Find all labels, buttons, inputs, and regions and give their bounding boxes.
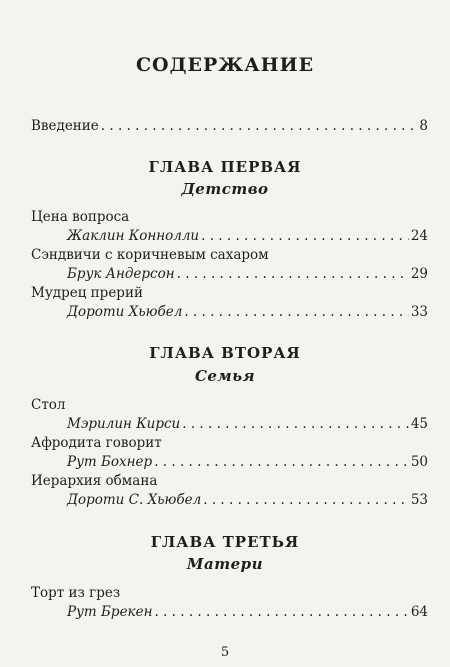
toc-entry-author: Жаклин Коннолли	[67, 228, 200, 244]
toc-entry-page: 50	[410, 454, 428, 470]
toc-entry-title: Иерархия обмана	[31, 473, 158, 489]
dot-leader	[155, 604, 409, 620]
chapter-1-heading: ГЛАВА ПЕРВАЯ	[148, 158, 302, 176]
chapter-3-subtitle: Матери	[186, 555, 264, 573]
dot-leader	[203, 492, 409, 508]
dot-leader	[184, 304, 408, 320]
toc-entry-row	[67, 228, 428, 244]
toc-entry-page: 64	[410, 604, 428, 620]
toc-entry-page: 53	[410, 492, 428, 508]
toc-entry-row	[67, 454, 428, 470]
toc-entry-row	[67, 416, 428, 432]
toc-entry-author: Рут Бохнер	[67, 454, 153, 470]
dot-leader	[201, 228, 409, 244]
toc-entry-page: 29	[410, 266, 428, 282]
toc-intro-label: Введение	[31, 118, 99, 134]
toc-entry-title: Мудрец прерий	[31, 285, 143, 301]
chapter-2-heading: ГЛАВА ВТОРАЯ	[149, 344, 301, 362]
dot-leader	[101, 118, 418, 134]
toc-entry-page: 33	[410, 304, 428, 320]
toc-entry-row	[67, 492, 428, 508]
chapter-1-subtitle: Детство	[181, 180, 269, 198]
toc-entry-page: 24	[410, 228, 428, 244]
toc-intro-row	[31, 118, 428, 134]
page-number: 5	[220, 645, 230, 660]
toc-entry-title: Торт из грез	[31, 585, 121, 601]
toc-entry-row	[67, 604, 428, 620]
chapter-3-heading: ГЛАВА ТРЕТЬЯ	[150, 533, 300, 551]
toc-entry-page: 45	[410, 416, 428, 432]
toc-entry-row	[67, 304, 428, 320]
toc-entry-title: Афродита говорит	[31, 435, 162, 451]
toc-entry-author: Мэрилин Кирси	[67, 416, 181, 432]
dot-leader	[177, 266, 409, 282]
toc-entry-author: Рут Брекен	[67, 604, 153, 620]
toc-entry-title: Сэндвичи с коричневым сахаром	[31, 247, 269, 263]
toc-entry-author: Брук Андерсон	[67, 266, 175, 282]
page-title: СОДЕРЖАНИЕ	[135, 54, 315, 76]
toc-entry-author: Дороти Хьюбел	[67, 304, 183, 320]
chapter-2-subtitle: Семья	[194, 367, 256, 385]
toc-entry-title: Цена вопроса	[31, 209, 130, 225]
dot-leader	[154, 454, 409, 470]
toc-intro-page: 8	[419, 118, 428, 134]
toc-entry-author: Дороти С. Хьюбел	[67, 492, 202, 508]
toc-entry-title: Стол	[31, 397, 66, 413]
toc-entry-row	[67, 266, 428, 282]
dot-leader	[182, 416, 409, 432]
